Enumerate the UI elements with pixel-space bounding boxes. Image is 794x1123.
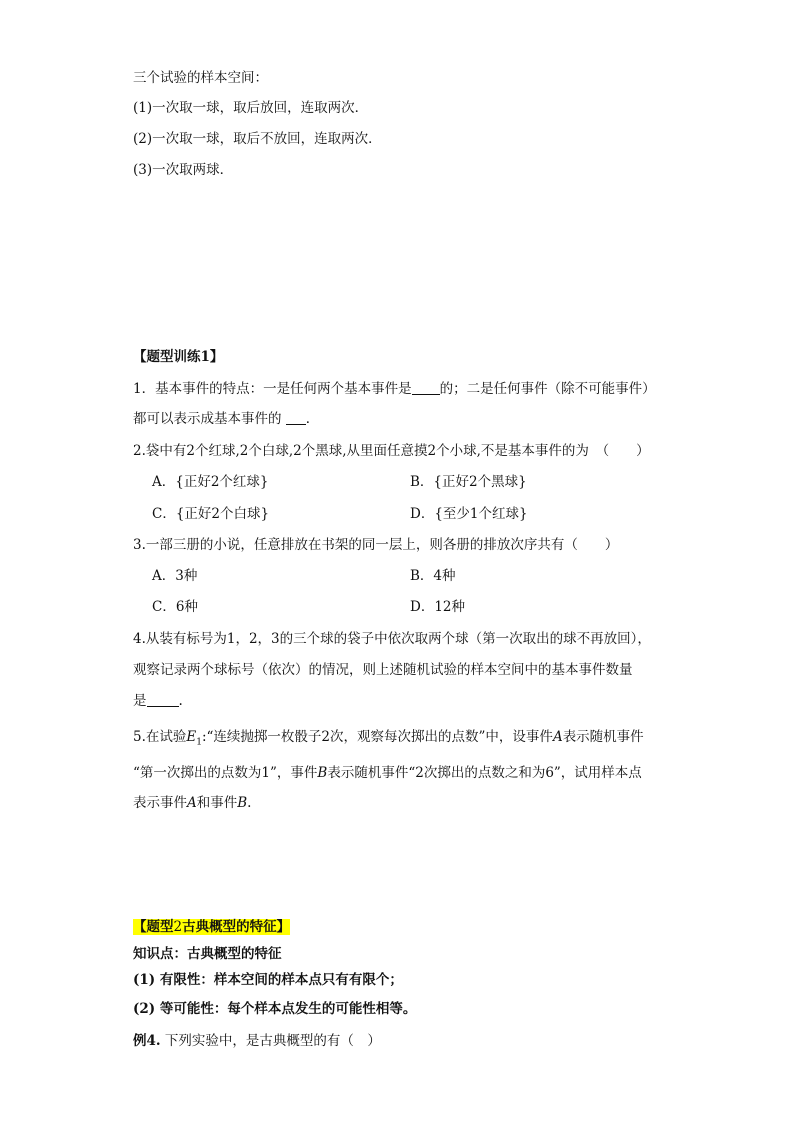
knowledge-item-2: (2) 等可能性：每个样本点发生的可能性相等。 <box>133 1001 417 1017</box>
q5-text-3b: 和事件 <box>196 795 238 811</box>
example-text: 下列实验中，是古典概型的有（ ） <box>164 1033 381 1049</box>
q2-option-b: B．{正好2个黑球} <box>410 474 527 490</box>
q5-var-a: A <box>552 729 563 745</box>
question-1-line1 <box>133 379 656 399</box>
q5-text-3a: 表示事件 <box>133 795 187 811</box>
question-1-line2 <box>133 409 319 429</box>
intro-item-3: (3)一次取两球． <box>133 162 234 178</box>
q5-var-b-2: B <box>237 795 248 811</box>
q5-sub-1: 1 <box>196 737 202 748</box>
q3-option-b: B．4种 <box>410 568 456 584</box>
q4-blank <box>147 692 179 707</box>
q4-text-a: 是 <box>133 693 147 709</box>
section2-heading <box>133 917 290 937</box>
q5-text-3c: . <box>247 795 252 811</box>
section1-heading: 【题型训练1】 <box>133 349 224 365</box>
intro-item-2: (2)一次取一球，取后不放回，连取两次． <box>133 131 382 147</box>
question-5-line2 <box>133 763 642 783</box>
q5-var-a-2: A <box>187 795 197 811</box>
q2-option-c: C．{正好2个白球} <box>152 506 270 522</box>
q1-blank-2 <box>286 410 306 425</box>
question-5-line3 <box>133 793 251 813</box>
question-5-line1 <box>133 727 644 753</box>
knowledge-item-1: (1) 有限性：样本空间的样本点只有有限个； <box>133 972 403 988</box>
example-4 <box>133 1031 381 1051</box>
q1-text-a: 1．基本事件的特点：一是任何两个基本事件是 <box>133 381 412 397</box>
q3-option-c: C．6种 <box>152 599 198 615</box>
section2-heading-b: 古典概型的特征】 <box>182 919 291 935</box>
q5-text-1b: :“连续抛掷一枚骰子2次，观察每次掷出的点数”中，设事件 <box>201 729 553 745</box>
question-3: 3.一部三册的小说，任意排放在书架的同一层上，则各册的排放次序共有（ ） <box>133 537 619 553</box>
q5-var-b: B <box>317 765 328 781</box>
q5-text-1a: 5.在试验 <box>133 729 187 745</box>
section2-heading-a: 【题型 <box>133 919 174 935</box>
q2-option-d: D．{至少1个红球} <box>410 506 528 522</box>
q3-option-a: A．3种 <box>152 568 198 584</box>
q5-text-2a: “第一次掷出的点数为1”，事件 <box>133 765 318 781</box>
q1-text-c: 都可以表示成基本事件的 <box>133 411 282 427</box>
q1-blank-1 <box>412 380 440 395</box>
q5-text-2b: 表示随机事件“2次掷出的点数之和为6”，试用样本点 <box>327 765 642 781</box>
q5-var-e: E <box>186 729 197 745</box>
q1-text-d: ． <box>305 411 320 427</box>
q2-option-a: A．{正好2个红球} <box>152 474 269 490</box>
example-label: 例4. <box>133 1033 161 1049</box>
q5-text-1c: 表示随机事件 <box>562 729 644 745</box>
q4-text-b: . <box>178 693 183 709</box>
question-4-line3 <box>133 691 183 711</box>
intro-item-1: (1)一次取一球，取后放回，连取两次． <box>133 100 369 116</box>
q1-text-b: 的；二是任何事件（除不可能事件） <box>439 381 656 397</box>
question-4-line1: 4.从装有标号为1，2，3的三个球的袋子中依次取两个球（第一次取出的球不再放回）， <box>133 631 651 647</box>
intro-title: 三个试验的样本空间： <box>133 70 268 86</box>
q3-option-d: D．12种 <box>410 599 466 615</box>
question-2: 2.袋中有2个红球,2个白球,2个黑球,从里面任意摸2个小球,不是基本事件的为 （ ） <box>133 443 650 459</box>
section2-heading-num: 2 <box>173 919 183 935</box>
knowledge-point: 知识点：古典概型的特征 <box>133 946 282 962</box>
question-4-line2: 观察记录两个球标号（依次）的情况，则上述随机试验的样本空间中的基本事件数量 <box>133 662 633 678</box>
